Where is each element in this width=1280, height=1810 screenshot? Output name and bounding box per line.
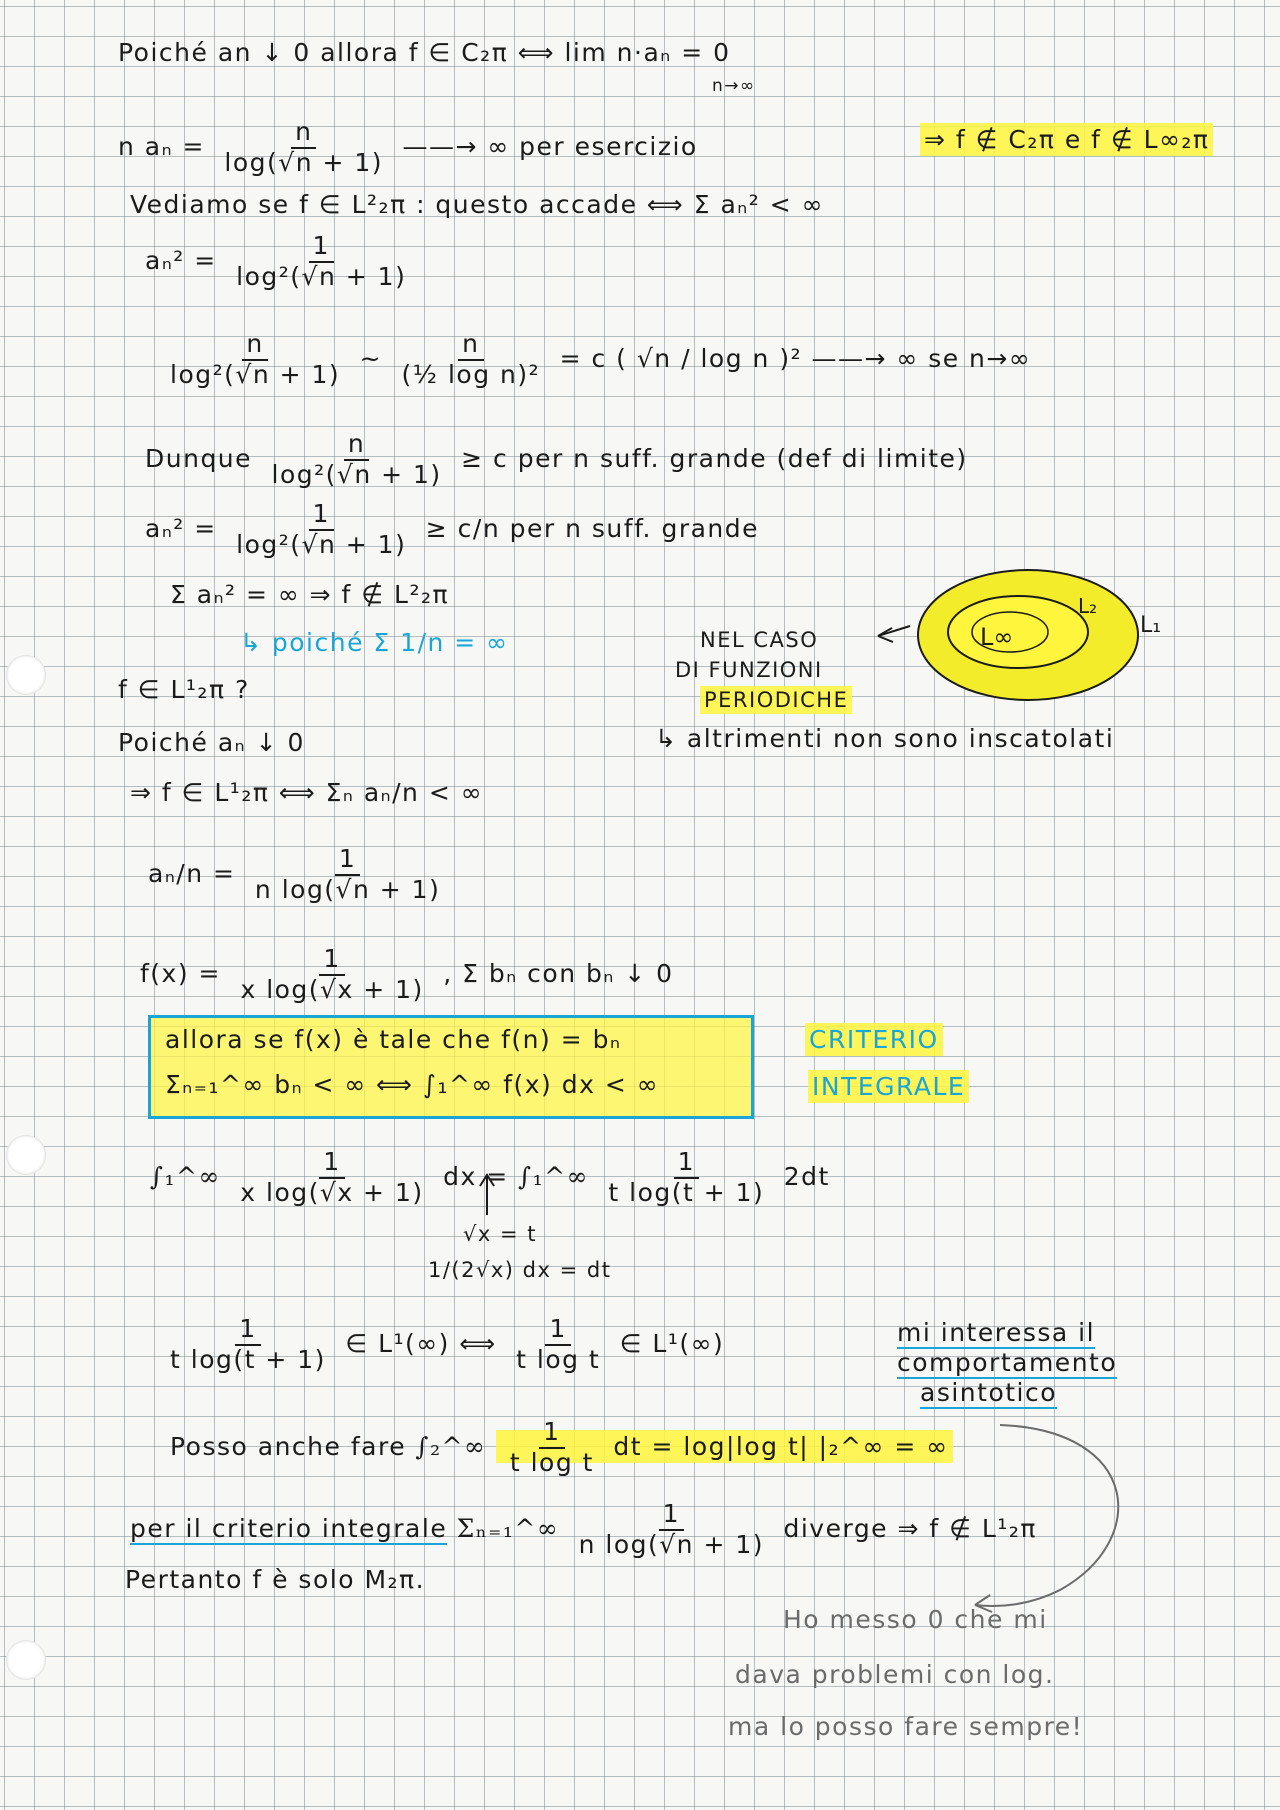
nested-spaces-diagram <box>918 570 1161 700</box>
lim-sub: n→∞ <box>712 76 756 96</box>
criterion-text: allora se f(x) è tale che f(n) = bₙ <box>165 1025 622 1054</box>
Linf-label: L∞ <box>980 623 1014 651</box>
integrale-text: INTEGRALE <box>808 1070 969 1103</box>
denominator: log²(√n + 1) <box>236 261 407 291</box>
denominator: log²(√n + 1) <box>236 529 407 559</box>
fx-label: f(x) = <box>140 958 221 988</box>
an2-label: aₙ² = <box>145 513 217 543</box>
an2-label: aₙ² = <box>145 245 217 275</box>
dunque-label: Dunque <box>145 443 253 473</box>
numerator: 1 <box>309 500 334 531</box>
denominator: log²(√n + 1) <box>271 459 442 489</box>
criterio-text: per il criterio integrale <box>130 1513 448 1543</box>
numerator: 1 <box>319 945 344 976</box>
vediamo-text: Vediamo se f ∈ L²₂π : questo accade ⟺ Σ aₙ² < ∞ <box>130 190 824 219</box>
numerator: 1 <box>309 232 334 263</box>
bound-text: ≥ c/n per n suff. grande <box>425 513 760 543</box>
note-text-highlight: PERIODICHE <box>700 686 852 714</box>
numerator: 1 <box>235 1315 260 1346</box>
question-text: f ∈ L¹₂π ? <box>118 675 250 704</box>
criterion-text: Σₙ₌₁^∞ bₙ < ∞ ⟺ ∫₁^∞ f(x) dx < ∞ <box>165 1070 660 1099</box>
L1-text: ∈ L¹(∞) <box>619 1328 725 1358</box>
denominator: x log(√x + 1) <box>240 974 424 1004</box>
statement-text: Poiché an ↓ 0 allora f ∈ C₂π ⟺ lim n·aₙ = 0 <box>118 38 731 67</box>
denominator: log(√n + 1) <box>224 147 384 177</box>
criterio-text: CRITERIO <box>805 1023 943 1056</box>
integral-sign: ∫₂^∞ <box>415 1431 487 1461</box>
note-text: ↳ altrimenti non sono inscatolati <box>655 724 1115 753</box>
numerator: n <box>458 330 483 361</box>
numerator: 1 <box>335 845 360 876</box>
equiv-text: ∈ L¹(∞) ⟺ <box>345 1328 497 1358</box>
denominator: t log t <box>516 1344 601 1374</box>
denominator: n log(√n + 1) <box>254 874 441 904</box>
note-text: DI FUNZIONI <box>675 658 823 682</box>
two-dt: 2dt <box>783 1161 830 1191</box>
poiche-text: Poiché aₙ ↓ 0 <box>118 728 305 757</box>
note-text: comportamento <box>897 1348 1118 1377</box>
integral-sign: ∫₁^∞ <box>518 1161 589 1191</box>
sub-text: 1/(2√x) dx = dt <box>428 1258 612 1282</box>
pertanto-text: Pertanto f è solo M₂π. <box>125 1565 426 1594</box>
denominator: n log(√n + 1) <box>578 1529 765 1559</box>
sum-bn-text: , Σ bₙ con bₙ ↓ 0 <box>443 958 674 988</box>
numerator: n <box>242 330 267 361</box>
denominator: t log t <box>509 1447 594 1477</box>
pencil-text: dava problemi con log. <box>735 1660 1055 1689</box>
an-n-label: aₙ/n = <box>148 858 236 888</box>
arrow-head <box>975 1595 992 1612</box>
L1-label: L₁ <box>1140 613 1162 638</box>
dx-equals: dx = <box>443 1161 509 1191</box>
numerator: 1 <box>659 1500 684 1531</box>
L2-label: L₂ <box>1078 594 1098 618</box>
limit-text: = c ( √n / log n )² ——→ ∞ se n→∞ <box>559 343 1032 373</box>
sum-sign: Σₙ₌₁^∞ <box>456 1513 560 1543</box>
denominator: log²(√n + 1) <box>170 359 341 389</box>
iff-text: ⇒ f ∈ L¹₂π ⟺ Σₙ aₙ/n < ∞ <box>130 778 484 807</box>
arrow-to-note <box>878 626 910 636</box>
pencil-text: Ho messo 0 che mi <box>783 1605 1048 1634</box>
note-text: NEL CASO <box>700 628 819 652</box>
integral-result: dt = log|log t| |₂^∞ = ∞ <box>613 1431 949 1461</box>
pencil-text: ma lo posso fare sempre! <box>728 1712 1084 1741</box>
numerator: 1 <box>319 1148 344 1179</box>
integral-sign: ∫₁^∞ <box>150 1161 221 1191</box>
sub-text: √x = t <box>463 1222 537 1246</box>
numerator: 1 <box>539 1418 564 1449</box>
dunque-text: ≥ c per n suff. grande (def di limite) <box>461 443 968 473</box>
note-text: asintotico <box>920 1378 1058 1407</box>
note-text: mi interessa il <box>897 1318 1096 1347</box>
arrow-head <box>878 628 893 642</box>
denominator: t log(t + 1) <box>608 1177 765 1207</box>
highlighted-conclusion: ⇒ f ∉ C₂π e f ∉ L∞₂π <box>920 123 1213 156</box>
harmonic-note: ↳ poiché Σ 1/n = ∞ <box>240 628 509 657</box>
pencil-curve-arrow <box>975 1425 1118 1606</box>
denominator: x log(√x + 1) <box>240 1177 424 1207</box>
limit-text: ——→ ∞ per esercizio <box>402 131 698 161</box>
sum-text: Σ aₙ² = ∞ ⇒ f ∉ L²₂π <box>170 580 450 609</box>
denominator: (½ log n)² <box>401 359 541 389</box>
numerator: 1 <box>674 1148 699 1179</box>
numerator: n <box>291 118 316 149</box>
diverge-text: diverge ⇒ f ∉ L¹₂π <box>783 1513 1037 1543</box>
numerator: 1 <box>545 1315 570 1346</box>
n-an-label: n aₙ = <box>118 131 205 161</box>
numerator: n <box>344 430 369 461</box>
tilde: ~ <box>359 343 383 373</box>
denominator: t log(t + 1) <box>170 1344 326 1374</box>
posso-text: Posso anche fare <box>170 1431 407 1461</box>
